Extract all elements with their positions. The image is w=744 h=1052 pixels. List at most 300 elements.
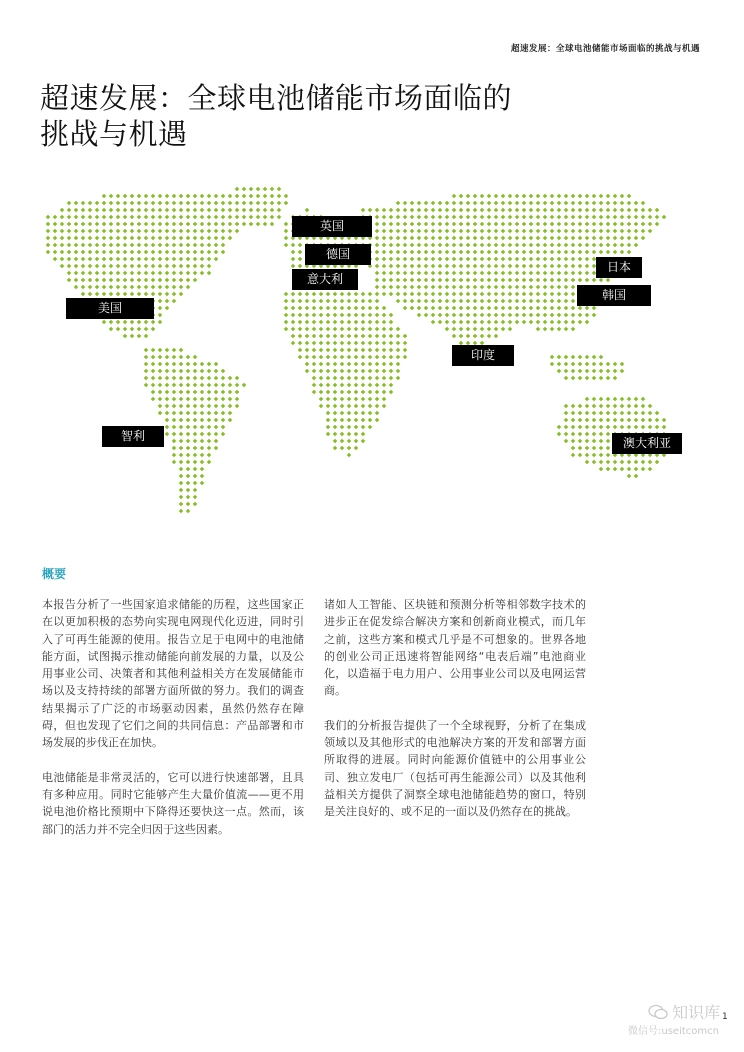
map-dot <box>431 236 436 241</box>
map-dot <box>228 390 233 395</box>
map-dot <box>382 215 387 220</box>
map-dot <box>452 299 457 304</box>
map-dot <box>347 453 352 458</box>
map-dot <box>277 208 282 213</box>
map-dot <box>571 327 576 332</box>
map-dot <box>585 313 590 318</box>
map-dot <box>585 236 590 241</box>
map-dot <box>543 271 548 276</box>
map-dot <box>74 208 79 213</box>
map-dot <box>508 320 513 325</box>
map-dot <box>424 306 429 311</box>
map-dot <box>522 243 527 248</box>
map-dot <box>284 292 289 297</box>
map-dot <box>193 264 198 269</box>
map-dot <box>515 194 520 199</box>
map-dot <box>354 376 359 381</box>
map-dot <box>515 292 520 297</box>
map-dot <box>578 446 583 451</box>
map-dot <box>599 243 604 248</box>
map-dot <box>151 264 156 269</box>
map-dot <box>410 264 415 269</box>
map-dot <box>361 411 366 416</box>
map-dot <box>130 215 135 220</box>
map-dot <box>67 236 72 241</box>
map-dot <box>270 194 275 199</box>
map-dot <box>193 194 198 199</box>
map-dot <box>221 250 226 255</box>
map-dot <box>172 285 177 290</box>
map-dot <box>228 215 233 220</box>
map-dot <box>193 383 198 388</box>
map-dot <box>459 327 464 332</box>
map-dot <box>249 215 254 220</box>
map-dot <box>151 243 156 248</box>
map-dot <box>200 397 205 402</box>
map-dot <box>151 236 156 241</box>
map-dot <box>571 250 576 255</box>
map-dot <box>172 404 177 409</box>
map-dot <box>95 257 100 262</box>
map-dot <box>53 250 58 255</box>
map-dot <box>207 453 212 458</box>
map-dot <box>445 236 450 241</box>
map-dot <box>396 250 401 255</box>
map-dot <box>333 446 338 451</box>
title-line-2: 挑战与机遇 <box>40 117 188 151</box>
map-dot <box>179 369 184 374</box>
map-dot <box>298 341 303 346</box>
map-dot <box>53 243 58 248</box>
map-dot <box>648 215 653 220</box>
map-dot <box>620 397 625 402</box>
map-dot <box>284 243 289 248</box>
map-dot <box>207 404 212 409</box>
map-dot <box>326 306 331 311</box>
map-dot <box>305 320 310 325</box>
map-dot <box>326 390 331 395</box>
map-dot <box>417 299 422 304</box>
map-dot <box>368 208 373 213</box>
map-dot <box>494 243 499 248</box>
map-dot <box>550 264 555 269</box>
map-dot <box>144 208 149 213</box>
map-dot <box>606 418 611 423</box>
map-dot <box>480 327 485 332</box>
map-dot <box>333 334 338 339</box>
map-dot <box>179 348 184 353</box>
map-dot <box>431 250 436 255</box>
map-dot <box>599 250 604 255</box>
map-dot <box>312 327 317 332</box>
map-dot <box>144 243 149 248</box>
map-dot <box>319 320 324 325</box>
map-dot <box>284 229 289 234</box>
map-dot <box>452 229 457 234</box>
map-dot <box>158 355 163 360</box>
map-dot <box>186 222 191 227</box>
map-dot <box>480 257 485 262</box>
map-dot <box>179 292 184 297</box>
map-dot <box>193 362 198 367</box>
map-dot <box>543 208 548 213</box>
map-dot <box>494 222 499 227</box>
map-dot <box>179 495 184 500</box>
map-dot <box>340 439 345 444</box>
map-dot <box>599 222 604 227</box>
map-dot <box>473 313 478 318</box>
map-dot <box>116 208 121 213</box>
map-dot <box>193 271 198 276</box>
map-dot <box>515 271 520 276</box>
map-dot <box>613 243 618 248</box>
map-dot <box>137 215 142 220</box>
map-dot <box>529 236 534 241</box>
map-dot <box>81 236 86 241</box>
map-dot <box>200 411 205 416</box>
map-dot <box>564 250 569 255</box>
map-dot <box>375 327 380 332</box>
map-dot <box>235 194 240 199</box>
map-dot <box>627 460 632 465</box>
map-dot <box>571 299 576 304</box>
map-dot <box>354 327 359 332</box>
map-dot <box>116 222 121 227</box>
map-dot <box>193 474 198 479</box>
map-dot <box>480 320 485 325</box>
map-dot <box>151 397 156 402</box>
map-dot <box>480 208 485 213</box>
map-dot <box>214 222 219 227</box>
map-dot <box>312 362 317 367</box>
map-dot <box>480 250 485 255</box>
map-dot <box>228 383 233 388</box>
map-dot <box>613 460 618 465</box>
map-dot <box>445 306 450 311</box>
map-dot <box>396 215 401 220</box>
map-dot <box>60 236 65 241</box>
map-dot <box>515 306 520 311</box>
map-dot <box>200 264 205 269</box>
map-dot <box>585 446 590 451</box>
map-dot <box>291 334 296 339</box>
map-dot <box>515 264 520 269</box>
map-dot <box>550 299 555 304</box>
map-dot <box>564 425 569 430</box>
map-dot <box>536 306 541 311</box>
map-dot <box>445 222 450 227</box>
map-dot <box>333 390 338 395</box>
map-dot <box>494 236 499 241</box>
map-dot <box>599 467 604 472</box>
map-dot <box>403 236 408 241</box>
map-dot <box>263 201 268 206</box>
map-dot <box>95 229 100 234</box>
map-dot <box>564 432 569 437</box>
map-dot <box>165 425 170 430</box>
map-dot <box>445 215 450 220</box>
map-dot <box>424 250 429 255</box>
map-dot <box>193 278 198 283</box>
map-dot <box>354 341 359 346</box>
map-dot <box>165 369 170 374</box>
map-dot <box>116 278 121 283</box>
map-dot <box>459 320 464 325</box>
map-dot <box>172 446 177 451</box>
map-dot <box>403 348 408 353</box>
map-dot <box>585 418 590 423</box>
map-dot <box>298 348 303 353</box>
map-dot <box>389 334 394 339</box>
map-dot <box>375 215 380 220</box>
map-dot <box>424 229 429 234</box>
map-dot <box>214 369 219 374</box>
map-dot <box>396 236 401 241</box>
map-dot <box>158 299 163 304</box>
map-dot <box>144 236 149 241</box>
map-dot <box>529 222 534 227</box>
map-dot <box>340 376 345 381</box>
map-dot <box>46 229 51 234</box>
map-dot <box>200 460 205 465</box>
map-dot <box>473 278 478 283</box>
map-dot <box>361 341 366 346</box>
map-dot <box>221 369 226 374</box>
map-dot <box>333 418 338 423</box>
map-dot <box>326 334 331 339</box>
map-dot <box>564 292 569 297</box>
map-dot <box>305 355 310 360</box>
map-dot <box>557 236 562 241</box>
map-dot <box>543 222 548 227</box>
map-dot <box>326 327 331 332</box>
map-dot <box>165 397 170 402</box>
map-dot <box>144 264 149 269</box>
map-dot <box>375 208 380 213</box>
map-dot <box>424 222 429 227</box>
map-dot <box>144 327 149 332</box>
paragraph: 本报告分析了一些国家追求储能的历程，这些国家正在以更加积极的态势向实现电网现代化迈进，同时引入了可再生能源的使用。报告立足于电网中的电池储能方面，试图揭示推动储能向前发展的力量，以及公用事业公司、决策者和其他利益相关方在发展储能市场以及支持持续的部署方面所做的努力。我们的调查结果揭示了广泛的市场驱动因素，虽然仍然存在障碍，但也发现了它们之间的共同信息：产品部署和市场发展的步伐正在加快。 <box>42 598 304 750</box>
map-dot <box>305 341 310 346</box>
map-dot <box>81 243 86 248</box>
map-dot <box>200 481 205 486</box>
map-dot <box>396 348 401 353</box>
map-dot <box>550 320 555 325</box>
map-dot <box>445 327 450 332</box>
map-dot <box>116 215 121 220</box>
map-dot <box>550 201 555 206</box>
map-dot <box>165 418 170 423</box>
map-dot <box>396 271 401 276</box>
map-dot <box>123 285 128 290</box>
map-dot <box>186 264 191 269</box>
map-dot <box>193 229 198 234</box>
map-dot <box>340 369 345 374</box>
map-dot <box>585 404 590 409</box>
map-dot <box>186 474 191 479</box>
map-dot <box>228 418 233 423</box>
map-dot <box>382 285 387 290</box>
map-dot <box>158 285 163 290</box>
map-dot <box>536 320 541 325</box>
map-dot <box>536 264 541 269</box>
map-dot <box>613 250 618 255</box>
map-dot <box>445 292 450 297</box>
map-dot <box>375 390 380 395</box>
map-dot <box>389 236 394 241</box>
map-dot <box>613 369 618 374</box>
map-dot <box>298 257 303 262</box>
map-dot <box>466 334 471 339</box>
map-dot <box>291 313 296 318</box>
map-dot <box>473 285 478 290</box>
map-label-italy: 意大利 <box>292 269 358 290</box>
map-dot <box>319 390 324 395</box>
map-dot <box>606 411 611 416</box>
map-dot <box>298 250 303 255</box>
map-dot <box>613 222 618 227</box>
map-dot <box>522 229 527 234</box>
map-dot <box>592 236 597 241</box>
map-dot <box>543 313 548 318</box>
map-dot <box>627 467 632 472</box>
map-dot <box>571 418 576 423</box>
map-dot <box>179 355 184 360</box>
map-dot <box>95 264 100 269</box>
map-dot <box>214 383 219 388</box>
map-dot <box>571 278 576 283</box>
map-dot <box>564 362 569 367</box>
map-dot <box>144 201 149 206</box>
map-dot <box>46 222 51 227</box>
map-dot <box>109 201 114 206</box>
map-dot <box>627 215 632 220</box>
map-dot <box>81 215 86 220</box>
map-dot <box>641 404 646 409</box>
map-dot <box>536 201 541 206</box>
map-dot <box>494 215 499 220</box>
map-dot <box>200 439 205 444</box>
map-dot <box>536 215 541 220</box>
map-dot <box>354 355 359 360</box>
map-dot <box>382 229 387 234</box>
map-dot <box>403 285 408 290</box>
map-dot <box>207 418 212 423</box>
map-dot <box>452 320 457 325</box>
map-dot <box>613 397 618 402</box>
map-dot <box>179 222 184 227</box>
map-dot <box>480 229 485 234</box>
map-dot <box>452 236 457 241</box>
map-dot <box>207 397 212 402</box>
map-dot <box>256 222 261 227</box>
body-column-right <box>324 596 586 838</box>
map-dot <box>228 404 233 409</box>
map-dot <box>193 495 198 500</box>
map-dot <box>627 201 632 206</box>
map-dot <box>200 201 205 206</box>
map-dot <box>641 215 646 220</box>
map-dot <box>361 208 366 213</box>
map-dot <box>557 369 562 374</box>
map-dot <box>333 327 338 332</box>
map-dot <box>466 327 471 332</box>
map-dot <box>487 264 492 269</box>
map-dot <box>235 229 240 234</box>
map-dot <box>578 306 583 311</box>
map-dot <box>130 222 135 227</box>
map-dot <box>179 362 184 367</box>
map-dot <box>529 264 534 269</box>
map-dot <box>158 278 163 283</box>
map-dot <box>151 376 156 381</box>
map-dot <box>417 306 422 311</box>
map-dot <box>382 348 387 353</box>
map-dot <box>361 383 366 388</box>
map-dot <box>389 229 394 234</box>
map-dot <box>536 222 541 227</box>
map-dot <box>158 348 163 353</box>
map-dot <box>382 404 387 409</box>
map-dot <box>459 222 464 227</box>
map-dot <box>508 222 513 227</box>
map-dot <box>396 292 401 297</box>
map-dot <box>144 229 149 234</box>
map-dot <box>193 425 198 430</box>
map-dot <box>151 257 156 262</box>
map-dot <box>585 229 590 234</box>
map-dot <box>179 194 184 199</box>
map-dot <box>424 215 429 220</box>
map-dot <box>144 369 149 374</box>
map-dot <box>186 376 191 381</box>
map-dot <box>319 327 324 332</box>
map-dot <box>578 271 583 276</box>
map-dot <box>585 208 590 213</box>
map-dot <box>130 285 135 290</box>
map-dot <box>340 390 345 395</box>
map-dot <box>382 397 387 402</box>
map-dot <box>466 229 471 234</box>
map-dot <box>179 383 184 388</box>
map-dot <box>207 201 212 206</box>
map-dot <box>592 362 597 367</box>
map-dot <box>606 362 611 367</box>
map-dot <box>340 327 345 332</box>
map-dot <box>312 299 317 304</box>
map-dot <box>564 369 569 374</box>
map-dot <box>158 194 163 199</box>
map-dot <box>613 362 618 367</box>
map-dot <box>641 201 646 206</box>
map-dot <box>326 432 331 437</box>
map-dot <box>403 222 408 227</box>
map-dot <box>606 369 611 374</box>
map-dot <box>606 250 611 255</box>
map-dot <box>494 313 499 318</box>
map-dot <box>361 369 366 374</box>
map-dot <box>312 348 317 353</box>
map-dot <box>613 201 618 206</box>
map-dot <box>88 222 93 227</box>
map-dot <box>578 404 583 409</box>
map-dot <box>557 222 562 227</box>
map-dot <box>193 432 198 437</box>
map-dot <box>144 222 149 227</box>
map-dot <box>557 229 562 234</box>
map-dot <box>53 257 58 262</box>
map-dot <box>459 236 464 241</box>
